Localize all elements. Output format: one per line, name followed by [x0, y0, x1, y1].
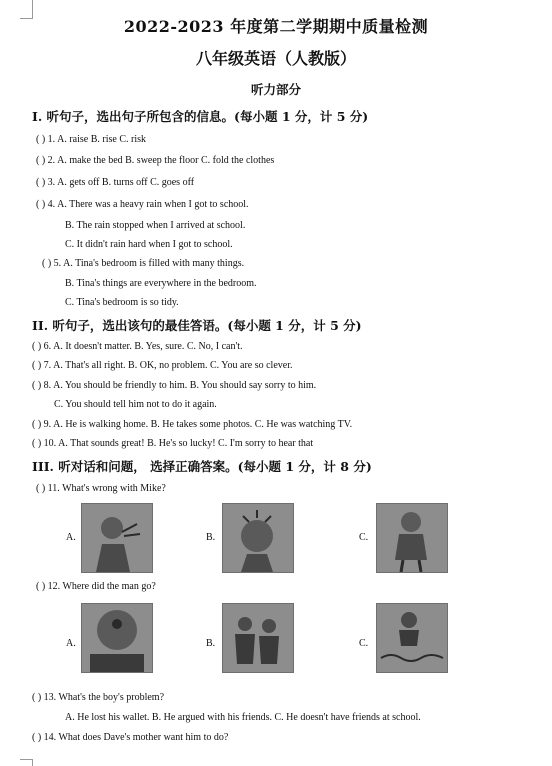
- question-13-options: A. He lost his wallet. B. He argued with his friends. C. He doesn't have friends at school.: [65, 712, 421, 723]
- question-11: ( ) 11. What's wrong with Mike?: [36, 483, 166, 494]
- question-5-option-b: B. Tina's things are everywhere in the bedroom.: [65, 278, 257, 289]
- question-8-option-c: C. You should tell him not to do it again.: [54, 399, 217, 410]
- question-1: ( ) 1. A. raise B. rise C. risk: [36, 134, 146, 145]
- swimming-image: [376, 603, 448, 673]
- option-a-label: A.: [66, 638, 76, 649]
- question-3: ( ) 3. A. gets off B. turns off C. goes off: [36, 177, 195, 188]
- question-4-option-b: B. The rain stopped when I arrived at school.: [65, 220, 246, 231]
- question-5: ( ) 5. A. Tina's bedroom is filled with many things.: [42, 258, 245, 269]
- option-b-label: B.: [206, 638, 216, 649]
- headache-boy-image: [222, 503, 294, 573]
- section-1-heading: I. 听句子，选出句子所包含的信息。(每小题 1 分，计 5 分): [32, 109, 369, 124]
- question-5-option-c: C. Tina's bedroom is so tidy.: [65, 297, 179, 308]
- option-b-label: B.: [206, 532, 216, 543]
- option-c-label: C.: [359, 638, 369, 649]
- question-8: ( ) 8. A. You should be friendly to him. B. You should say sorry to him.: [32, 380, 317, 391]
- coughing-boy-image: [81, 503, 153, 573]
- section-2-heading: II. 听句子，选出该句的最佳答语。(每小题 1 分，计 5 分): [32, 318, 362, 333]
- option-c-label: C.: [359, 532, 369, 543]
- question-2: ( ) 2. A. make the bed B. sweep the floor C. fold the clothes: [36, 155, 275, 166]
- question-12: ( ) 12. Where did the man go?: [36, 581, 156, 592]
- option-a-label: A.: [66, 532, 76, 543]
- exam-subtitle: 八年级英语（人教版）: [195, 49, 356, 68]
- question-7: ( ) 7. A. That's all right. B. OK, no problem. C. You are so clever.: [32, 360, 293, 371]
- section-3-heading: III. 听对话和问题， 选择正确答案。(每小题 1 分，计 8 分): [32, 459, 372, 474]
- stomachache-boy-image: [376, 503, 448, 573]
- question-4-option-c: C. It didn't rain hard when I got to school.: [65, 239, 233, 250]
- family-visit-image: [222, 603, 294, 673]
- question-10: ( ) 10. A. That sounds great! B. He's so lucky! C. I'm sorry to hear that: [32, 438, 314, 449]
- exam-title: 2022-2023 年度第二学期期中质量检测: [123, 17, 429, 36]
- question-6: ( ) 6. A. It doesn't matter. B. Yes, sure. C. No, I can't.: [32, 341, 243, 352]
- margin-corner-mark: [20, 759, 33, 766]
- question-14: ( ) 14. What does Dave's mother want him to do?: [32, 732, 229, 743]
- question-9: ( ) 9. A. He is walking home. B. He takes some photos. C. He was watching TV.: [32, 419, 353, 430]
- concert-image: [81, 603, 153, 673]
- question-13: ( ) 13. What's the boy's problem?: [32, 692, 165, 703]
- part-title: 听力部分: [250, 82, 301, 97]
- question-4: ( ) 4. A. There was a heavy rain when I got to school.: [36, 199, 249, 210]
